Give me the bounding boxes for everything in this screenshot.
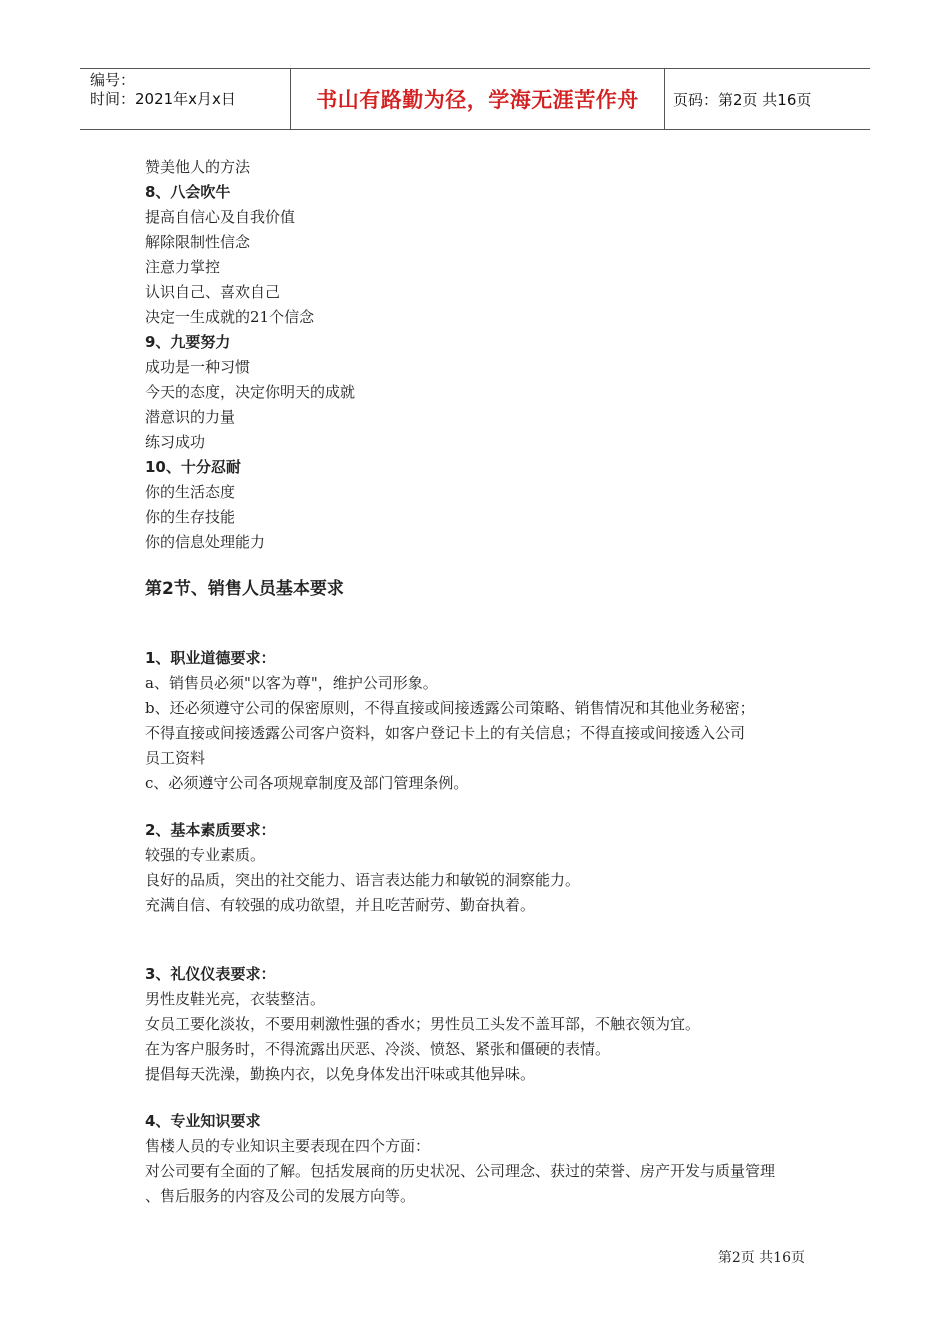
outline-item: 今天的态度，决定你明天的成就 <box>145 383 356 401</box>
outline-item: 潜意识的力量 <box>145 408 236 426</box>
outline-heading: 9、九要努力 <box>145 333 231 351</box>
quality-line: 充满自信、有较强的成功欲望，并且吃苦耐劳、勤奋执着。 <box>145 896 536 914</box>
outline-heading: 8、八会吹牛 <box>145 183 231 201</box>
outline-item: 你的信息处理能力 <box>145 533 266 551</box>
quality-line: 较强的专业素质。 <box>145 846 266 864</box>
quality-section <box>145 818 825 918</box>
etiquette-line: 提倡每天洗澡，勤换内衣，以免身体发出汗味或其他异味。 <box>145 1065 536 1083</box>
quality-line: 良好的品质，突出的社交能力、语言表达能力和敏锐的洞察能力。 <box>145 871 581 889</box>
quality-title: 2、基本素质要求： <box>145 821 276 839</box>
page-footer: 第2页 共16页 <box>717 1250 805 1266</box>
knowledge-line: 、售后服务的内容及公司的发展方向等。 <box>145 1187 416 1205</box>
header-page-info: 页码：第2页 共16页 <box>673 90 812 109</box>
outline-item: 注意力掌控 <box>145 258 221 276</box>
etiquette-section <box>145 962 825 1087</box>
outline-item: 决定一生成就的21个信念 <box>145 308 315 326</box>
outline-item: 练习成功 <box>145 433 206 451</box>
outline-item: 提高自信心及自我价值 <box>145 208 296 226</box>
outline-item: 你的生存技能 <box>145 508 236 526</box>
header-date-label: 时间：2021年x月x日 <box>90 90 236 108</box>
outline-item: 认识自己、喜欢自己 <box>145 283 281 301</box>
header-meta <box>80 69 290 129</box>
header-number-label: 编号： <box>90 71 136 89</box>
outline-item: 解除限制性信念 <box>145 233 251 251</box>
document-body <box>145 155 825 1209</box>
knowledge-line: 售楼人员的专业知识主要表现在四个方面： <box>145 1137 431 1155</box>
etiquette-line: 男性皮鞋光亮，衣装整洁。 <box>145 990 326 1008</box>
ethics-line: a、销售员必须"以客为尊"，维护公司形象。 <box>145 674 438 692</box>
knowledge-title: 4、专业知识要求 <box>145 1112 261 1130</box>
outline-item: 成功是一种习惯 <box>145 358 251 376</box>
ethics-line: b、还必须遵守公司的保密原则，不得直接或间接透露公司策略、销售情况和其他业务秘密； <box>145 699 755 717</box>
ethics-line: 员工资料 <box>145 749 206 767</box>
outline-item: 你的生活态度 <box>145 483 236 501</box>
etiquette-line: 女员工要化淡妆，不要用刺激性强的香水；男性员工头发不盖耳部，不触衣领为宜。 <box>145 1015 701 1033</box>
page-header <box>80 68 870 130</box>
ethics-line: 不得直接或间接透露公司客户资料，如客户登记卡上的有关信息；不得直接或间接透入公司 <box>145 724 746 742</box>
outline-list <box>145 155 825 555</box>
outline-heading: 10、十分忍耐 <box>145 458 241 476</box>
ethics-title: 1、职业道德要求： <box>145 649 276 667</box>
knowledge-line: 对公司要有全面的了解。包括发展商的历史状况、公司理念、获过的荣誉、房产开发与质量管理 <box>145 1162 776 1180</box>
section-title: 第2节、销售人员基本要求 <box>145 579 344 599</box>
etiquette-title: 3、礼仪仪表要求： <box>145 965 276 983</box>
ethics-section <box>145 646 825 796</box>
etiquette-line: 在为客户服务时，不得流露出厌恶、冷淡、愤怒、紧张和僵硬的表情。 <box>145 1040 611 1058</box>
header-motto: 书山有路勤为径，学海无涯苦作舟 <box>290 69 665 129</box>
knowledge-section <box>145 1109 825 1209</box>
outline-item: 赞美他人的方法 <box>145 158 251 176</box>
ethics-line: c、必须遵守公司各项规章制度及部门管理条例。 <box>145 774 469 792</box>
